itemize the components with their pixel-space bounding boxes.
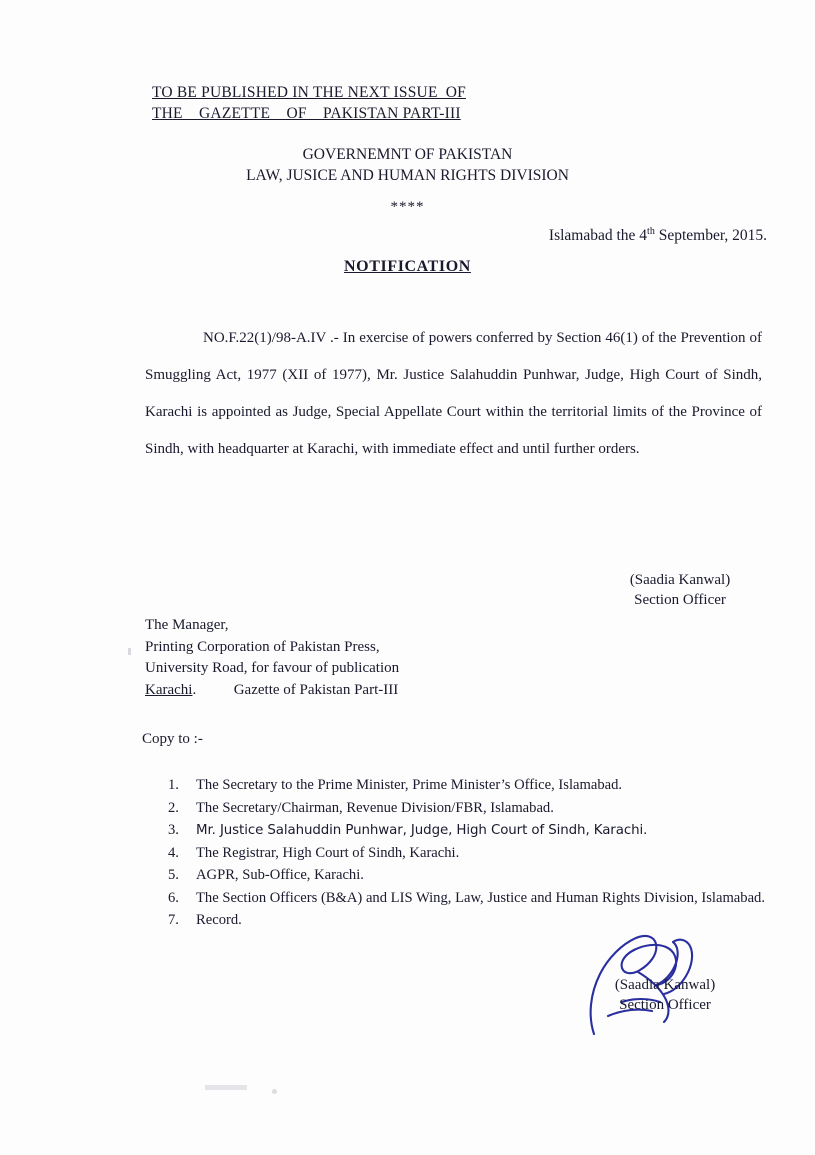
list-item-text: AGPR, Sub-Office, Karachi.: [196, 867, 364, 883]
dateline-prefix: Islamabad the 4: [548, 227, 648, 245]
list-item-text: The Secretary/Chairman, Revenue Division/FBR, Islamabad.: [196, 799, 554, 816]
list-item: [168, 820, 768, 842]
dateline-suffix: September, 2015.: [654, 227, 767, 245]
signature-designation-top: Section Officer: [634, 592, 726, 608]
signature-block-top: [560, 570, 800, 610]
list-item-text: Mr. Justice Salahuddin Punhwar, Judge, High Court of Sindh, Karachi.: [196, 823, 648, 838]
publication-stamp-line-1: TO BE PUBLISHED IN THE NEXT ISSUE OF: [152, 84, 466, 101]
government-heading-line-2: LAW, JUSICE AND HUMAN RIGHTS DIVISION: [246, 167, 569, 184]
scan-artifact: [272, 1089, 277, 1094]
government-heading: [0, 144, 815, 186]
list-item: [168, 843, 768, 865]
copy-to-label: Copy to :-: [142, 731, 203, 747]
addressee-line-1: The Manager,: [145, 617, 229, 633]
addressee-city: Karachi: [145, 681, 193, 698]
list-item: [168, 798, 768, 820]
addressee-line-2: Printing Corporation of Pakistan Press,: [145, 638, 380, 655]
notification-body-text: NO.F.22(1)/98-A.IV .- In exercise of powers conferred by Section 46(1) of the Prevention of Smuggling Act, 1977 (XII of 1977), Mr. Justice Salahuddin Punhwar, Judge, High Court of Sindh, Karachi is appointed as Judge, Special Appellate Court within the territorial limits of the Province of Sindh, with headquarter at Karachi, with immediate effect and until further orders.: [145, 330, 762, 457]
list-item-text: Record.: [196, 912, 242, 928]
list-item-number: 5.: [168, 867, 179, 883]
list-item: [168, 775, 768, 797]
list-item-number: 7.: [168, 912, 179, 928]
scan-artifact: [128, 648, 131, 655]
publication-stamp-line-2: THE GAZETTE OF PAKISTAN PART-III: [152, 105, 461, 122]
addressee-line-3: [145, 658, 399, 680]
government-heading-line-1: GOVERNEMNT OF PAKISTAN: [302, 146, 513, 163]
list-item-text: The Registrar, High Court of Sindh, Karachi.: [196, 844, 460, 861]
addressee-gazette-part: Gazette of Pakistan Part-III: [196, 681, 399, 698]
list-item-number: 1.: [168, 777, 179, 793]
list-item-number: 6.: [168, 889, 179, 906]
dateline-ordinal: th: [647, 226, 655, 237]
addressee-line-4: [145, 680, 399, 702]
addressee-publication-note: for favour of publication: [247, 660, 400, 676]
page-title: NOTIFICATION: [344, 258, 471, 275]
list-item: [168, 865, 768, 887]
list-item-number: 4.: [168, 844, 179, 861]
list-item-number: 2.: [168, 799, 179, 816]
publication-stamp: [152, 82, 502, 124]
addressee-city-punct: .: [192, 681, 197, 698]
signature-name-top: (Saadia Kanwal): [629, 572, 731, 588]
notification-body: [145, 320, 762, 468]
list-item-text: The Secretary to the Prime Minister, Prime Minister’s Office, Islamabad.: [196, 777, 623, 793]
signature-block-bottom: [545, 975, 785, 1015]
signature-name-bottom: (Saadia Kanwal): [614, 977, 716, 993]
list-item-number: 3.: [168, 822, 179, 838]
addressee-street: University Road,: [145, 660, 248, 676]
list-item: [168, 888, 768, 910]
copy-to-list: [168, 775, 768, 933]
star-separator: ****: [390, 199, 425, 215]
addressee-block: [145, 615, 399, 701]
signature-designation-bottom: Section Officer: [619, 997, 711, 1013]
list-item: [168, 910, 768, 932]
list-item-text: The Section Officers (B&A) and LIS Wing, Law, Justice and Human Rights Division, Islamabad.: [196, 889, 766, 906]
dateline: [549, 226, 767, 245]
scan-artifact: [205, 1085, 247, 1090]
